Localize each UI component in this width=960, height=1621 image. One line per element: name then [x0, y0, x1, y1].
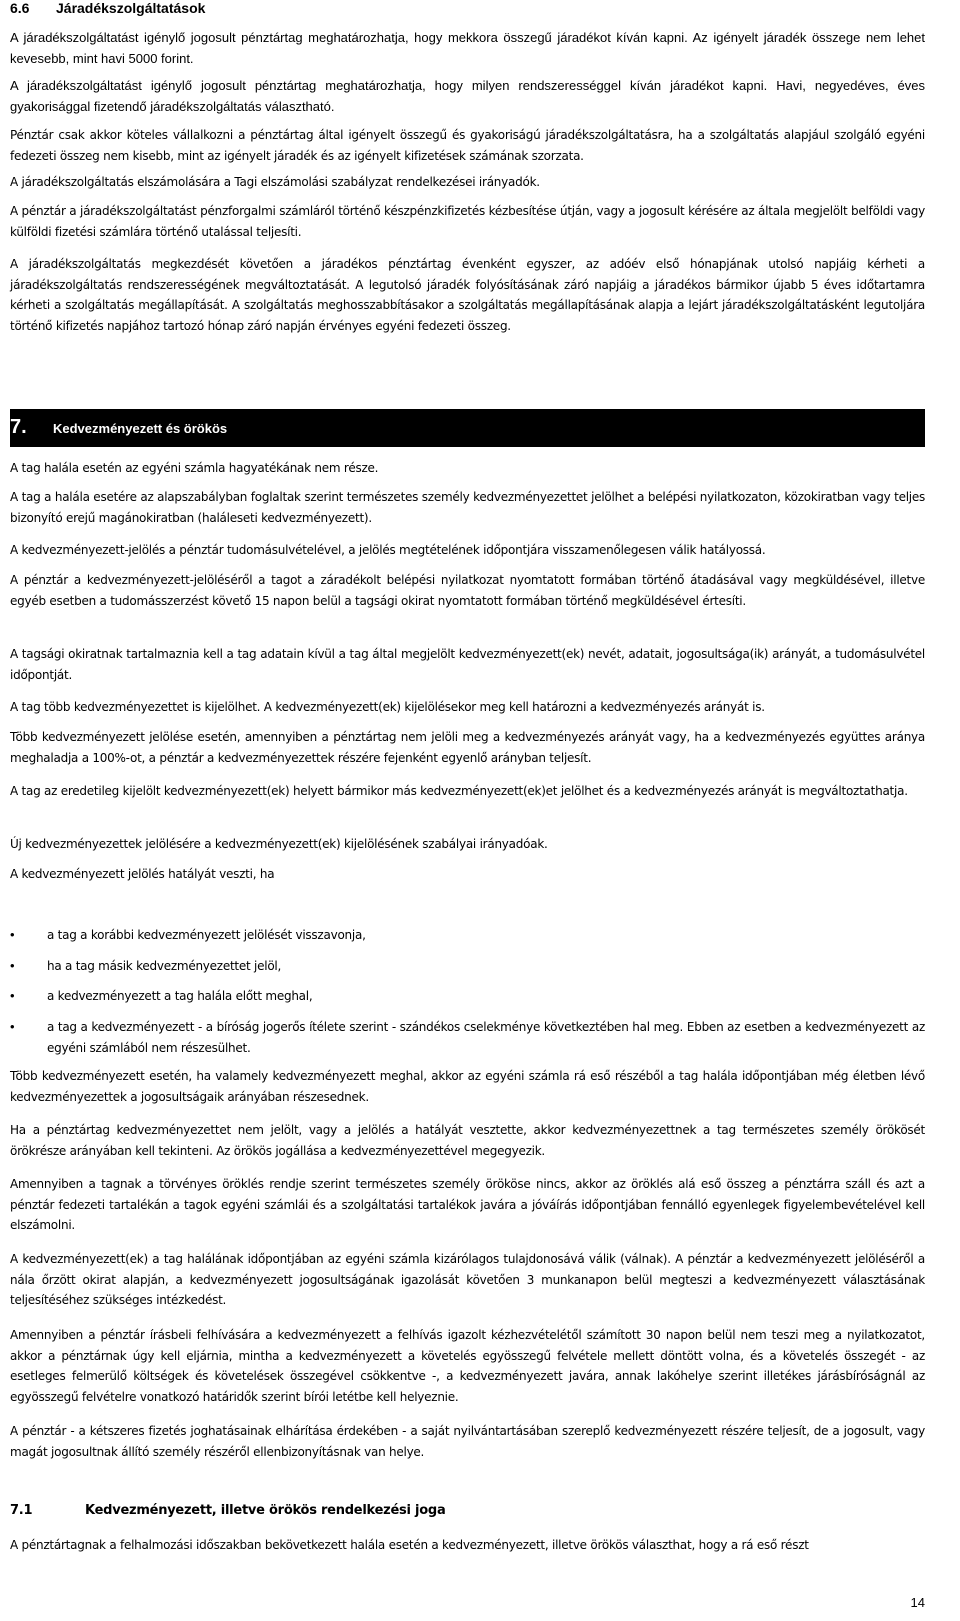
paragraph: Amennyiben a tagnak a törvényes öröklés rendje szerint természetes személy örököse nincs, akkor az öröklés alá eső összeg a pénztárra száll és azt a pénztár fedezeti tartalékán a tagok egyéni számlái és a szolgáltatási tartalékok javára a jóváírás időpontjában fennálló egyenlegek figyelembevételével kell elszámolni. [10, 1177, 925, 1232]
paragraph: Pénztár csak akkor köteles vállalkozni a pénztártag által igényelt összegű és gyakoriságú járadékszolgáltatásra, ha a szolgáltatás alapjául szolgáló egyéni fedezeti összeg nem kisebb, mint az igényelt járadék és az igényelt kifizetések számának szorzata. [10, 128, 925, 163]
paragraph: Ha a pénztártag kedvezményezettet nem jelölt, vagy a jelölés a hatályát vesztette, akkor kedvezményezettnek a tag természetes személy örökösét örökrésze arányában kell tekinteni. Az örökös jogállása a kedvezményezettével megegyezik. [10, 1123, 925, 1158]
paragraph: A járadékszolgáltatást igénylő jogosult pénztártag meghatározhatja, hogy mekkora összegű járadékot kíván kapni. Az igényelt járadék összege nem lehet kevesebb, mint havi 5000 forint. [10, 30, 925, 66]
section-7-1-heading [10, 1503, 445, 1518]
chapter-title: Kedvezményezett és örökös [53, 421, 228, 436]
bullet-icon: • [10, 1019, 15, 1034]
paragraph: A járadékszolgáltatás elszámolására a Tagi elszámolási szabályzat rendelkezései irányadók. [10, 175, 540, 189]
paragraph: Amennyiben a pénztár írásbeli felhívására a kedvezményezett a felhívás igazolt kézhezvételétől számított 30 napon belül nem teszi meg a nyilatkozatot, akkor a pénztárnak úgy kell eljárnia, mintha a kedvezményezett a követelés egyösszegű felvétele mellett döntött volna, és a követelés összegét - az esetleges felmerülő költségek és követelések összegével csökkentve -, a kedvezményezett javára, annak lakóhelye szerint illetékes járásbíróságnál az egyösszegű felvételre vonatkozó határidők szerint bírói letétbe kell helyeznie. [10, 1328, 925, 1404]
paragraph: A járadékszolgáltatást igénylő jogosult pénztártag meghatározhatja, hogy milyen rendszerességgel kíván járadékot kapni. Havi, negyedéves, éves gyakorisággal fizetendő járadékszolgáltatás választható. [10, 78, 925, 114]
chapter-7-heading-bar [10, 409, 925, 447]
paragraph: A tag a halála esetére az alapszabályban foglaltak szerint természetes személy kedvezményezettet jelölhet a belépési nyilatkozaton, közokiratban vagy teljes bizonyító erejű magánokiratban (haláleseti kedvezményezett). [10, 490, 925, 525]
paragraph: Több kedvezményezett jelölése esetén, amennyiben a pénztártag nem jelöli meg a kedvezményezés arányát vagy, ha a kedvezményezés együttes aránya meghaladja a 100%-ot, a pénztár a kedvezményezettek részére fejenként egyenlő arányban teljesít. [10, 730, 925, 765]
paragraph: A tag az eredetileg kijelölt kedvezményezett(ek) helyett bármikor más kedvezményezett(ek)et jelölhet és a kedvezményezés arányát is megváltoztathatja. [10, 784, 908, 798]
list-item-text: a kedvezményezett a tag halála előtt meghal, [47, 989, 313, 1003]
paragraph: A tag több kedvezményezettet is kijelölhet. A kedvezményezett(ek) kijelölésekor meg kell határozni a kedvezményezés arányát is. [10, 700, 765, 714]
paragraph: A pénztártagnak a felhalmozási időszakban bekövetkezett halála esetén a kedvezményezett, illetve örökös választhat, hogy a rá eső részt [10, 1538, 809, 1552]
paragraph: A járadékszolgáltatás megkezdését követően a járadékos pénztártag évenként egyszer, az adóév első hónapjának utolsó napjáig kérheti a járadékszolgáltatás rendszerességének megváltoztatását. A legutolsó járadék folyósításának záró napjáig a járadékos bármikor újabb 5 éves időtartamra kérheti a szolgáltatás megállapítását. A szolgáltatás meghosszabbításakor a szolgáltatás megállapításának alapja a lejárt járadékszolgáltatásként legutoljára történő kifizetés napjához tartozó hónap záró napján érvényes egyéni fedezeti összeg. [10, 257, 925, 333]
paragraph: A kedvezményezett-jelölés a pénztár tudomásulvételével, a jelölés megtételének időpontjára visszamenőlegesen válik hatályossá. [10, 543, 766, 557]
paragraph: A tagsági okiratnak tartalmaznia kell a tag adatain kívül a tag által megjelölt kedvezményezett(ek) nevét, adatait, jogosultsága(ik) arányát, a tudomásulvétel időpontját. [10, 647, 925, 682]
paragraph: A tag halála esetén az egyéni számla hagyatékának nem része. [10, 461, 379, 475]
list-item-text: a tag a korábbi kedvezményezett jelölését visszavonja, [47, 928, 366, 942]
paragraph: A pénztár a járadékszolgáltatást pénzforgalmi számláról történő készpénzkifizetés kézbesítése útján, vagy a jogosult kérésére az általa megjelölt belföldi vagy külföldi fizetési számlára történő utalással teljesíti. [10, 204, 925, 239]
page-number: 14 [910, 1595, 925, 1610]
paragraph: A pénztár - a kétszeres fizetés joghatásainak elhárítása érdekében - a saját nyilvántartásában szereplő kedvezményezett részére teljesít, de a jogosult, vagy magát jogosultnak állító személy részéről ellenbizonyításnak van helye. [10, 1424, 925, 1459]
list-item-text: ha a tag másik kedvezményezettet jelöl, [47, 959, 282, 973]
chapter-number: 7. [10, 416, 27, 438]
section-6-6-heading [10, 0, 205, 16]
bullet-icon: • [10, 988, 15, 1003]
paragraph: A pénztár a kedvezményezett-jelöléséről a tagot a záradékolt belépési nyilatkozat nyomtatott formában történő átadásával vagy megküldésével, illetve egyéb esetben a tudomásszerzést követő 15 napon belül a tagsági okirat nyomtatott formában történő megküldésével értesíti. [10, 573, 925, 608]
section-title: Kedvezményezett, illetve örökös rendelkezési joga [85, 1503, 446, 1518]
bullet-icon: • [10, 927, 15, 942]
paragraph: Több kedvezményezett esetén, ha valamely kedvezményezett meghal, akkor az egyéni számla rá eső részéből a tag halála időpontjában még életben lévő kedvezményezettek a jogosultságaik arányában részesednek. [10, 1069, 925, 1104]
paragraph: A kedvezményezett jelölés hatályát veszti, ha [10, 867, 275, 881]
list-item-text: a tag a kedvezményezett - a bíróság jogerős ítélete szerint - szándékos cselekménye következtében hal meg. Ebben az esetben a kedvezményezett az egyéni számlából nem részesülhet. [47, 1020, 925, 1055]
bullet-icon: • [10, 958, 15, 973]
paragraph: Új kedvezményezettek jelölésére a kedvezményezett(ek) kijelölésének szabályai irányadóak. [10, 837, 548, 851]
section-number: 7.1 [10, 1503, 33, 1518]
section-title: Járadékszolgáltatások [56, 0, 206, 16]
section-number: 6.6 [10, 0, 30, 16]
paragraph: A kedvezményezett(ek) a tag halálának időpontjában az egyéni számla kizárólagos tulajdonosává válik (válnak). A pénztár a kedvezményezett jelöléséről a nála őrzött okirat alapján, a kedvezményezett jogosultságának igazolását követően 3 munkanapon belül megteszi a kedvezményezett választásának teljesítéséhez szükséges intézkedést. [10, 1252, 925, 1307]
